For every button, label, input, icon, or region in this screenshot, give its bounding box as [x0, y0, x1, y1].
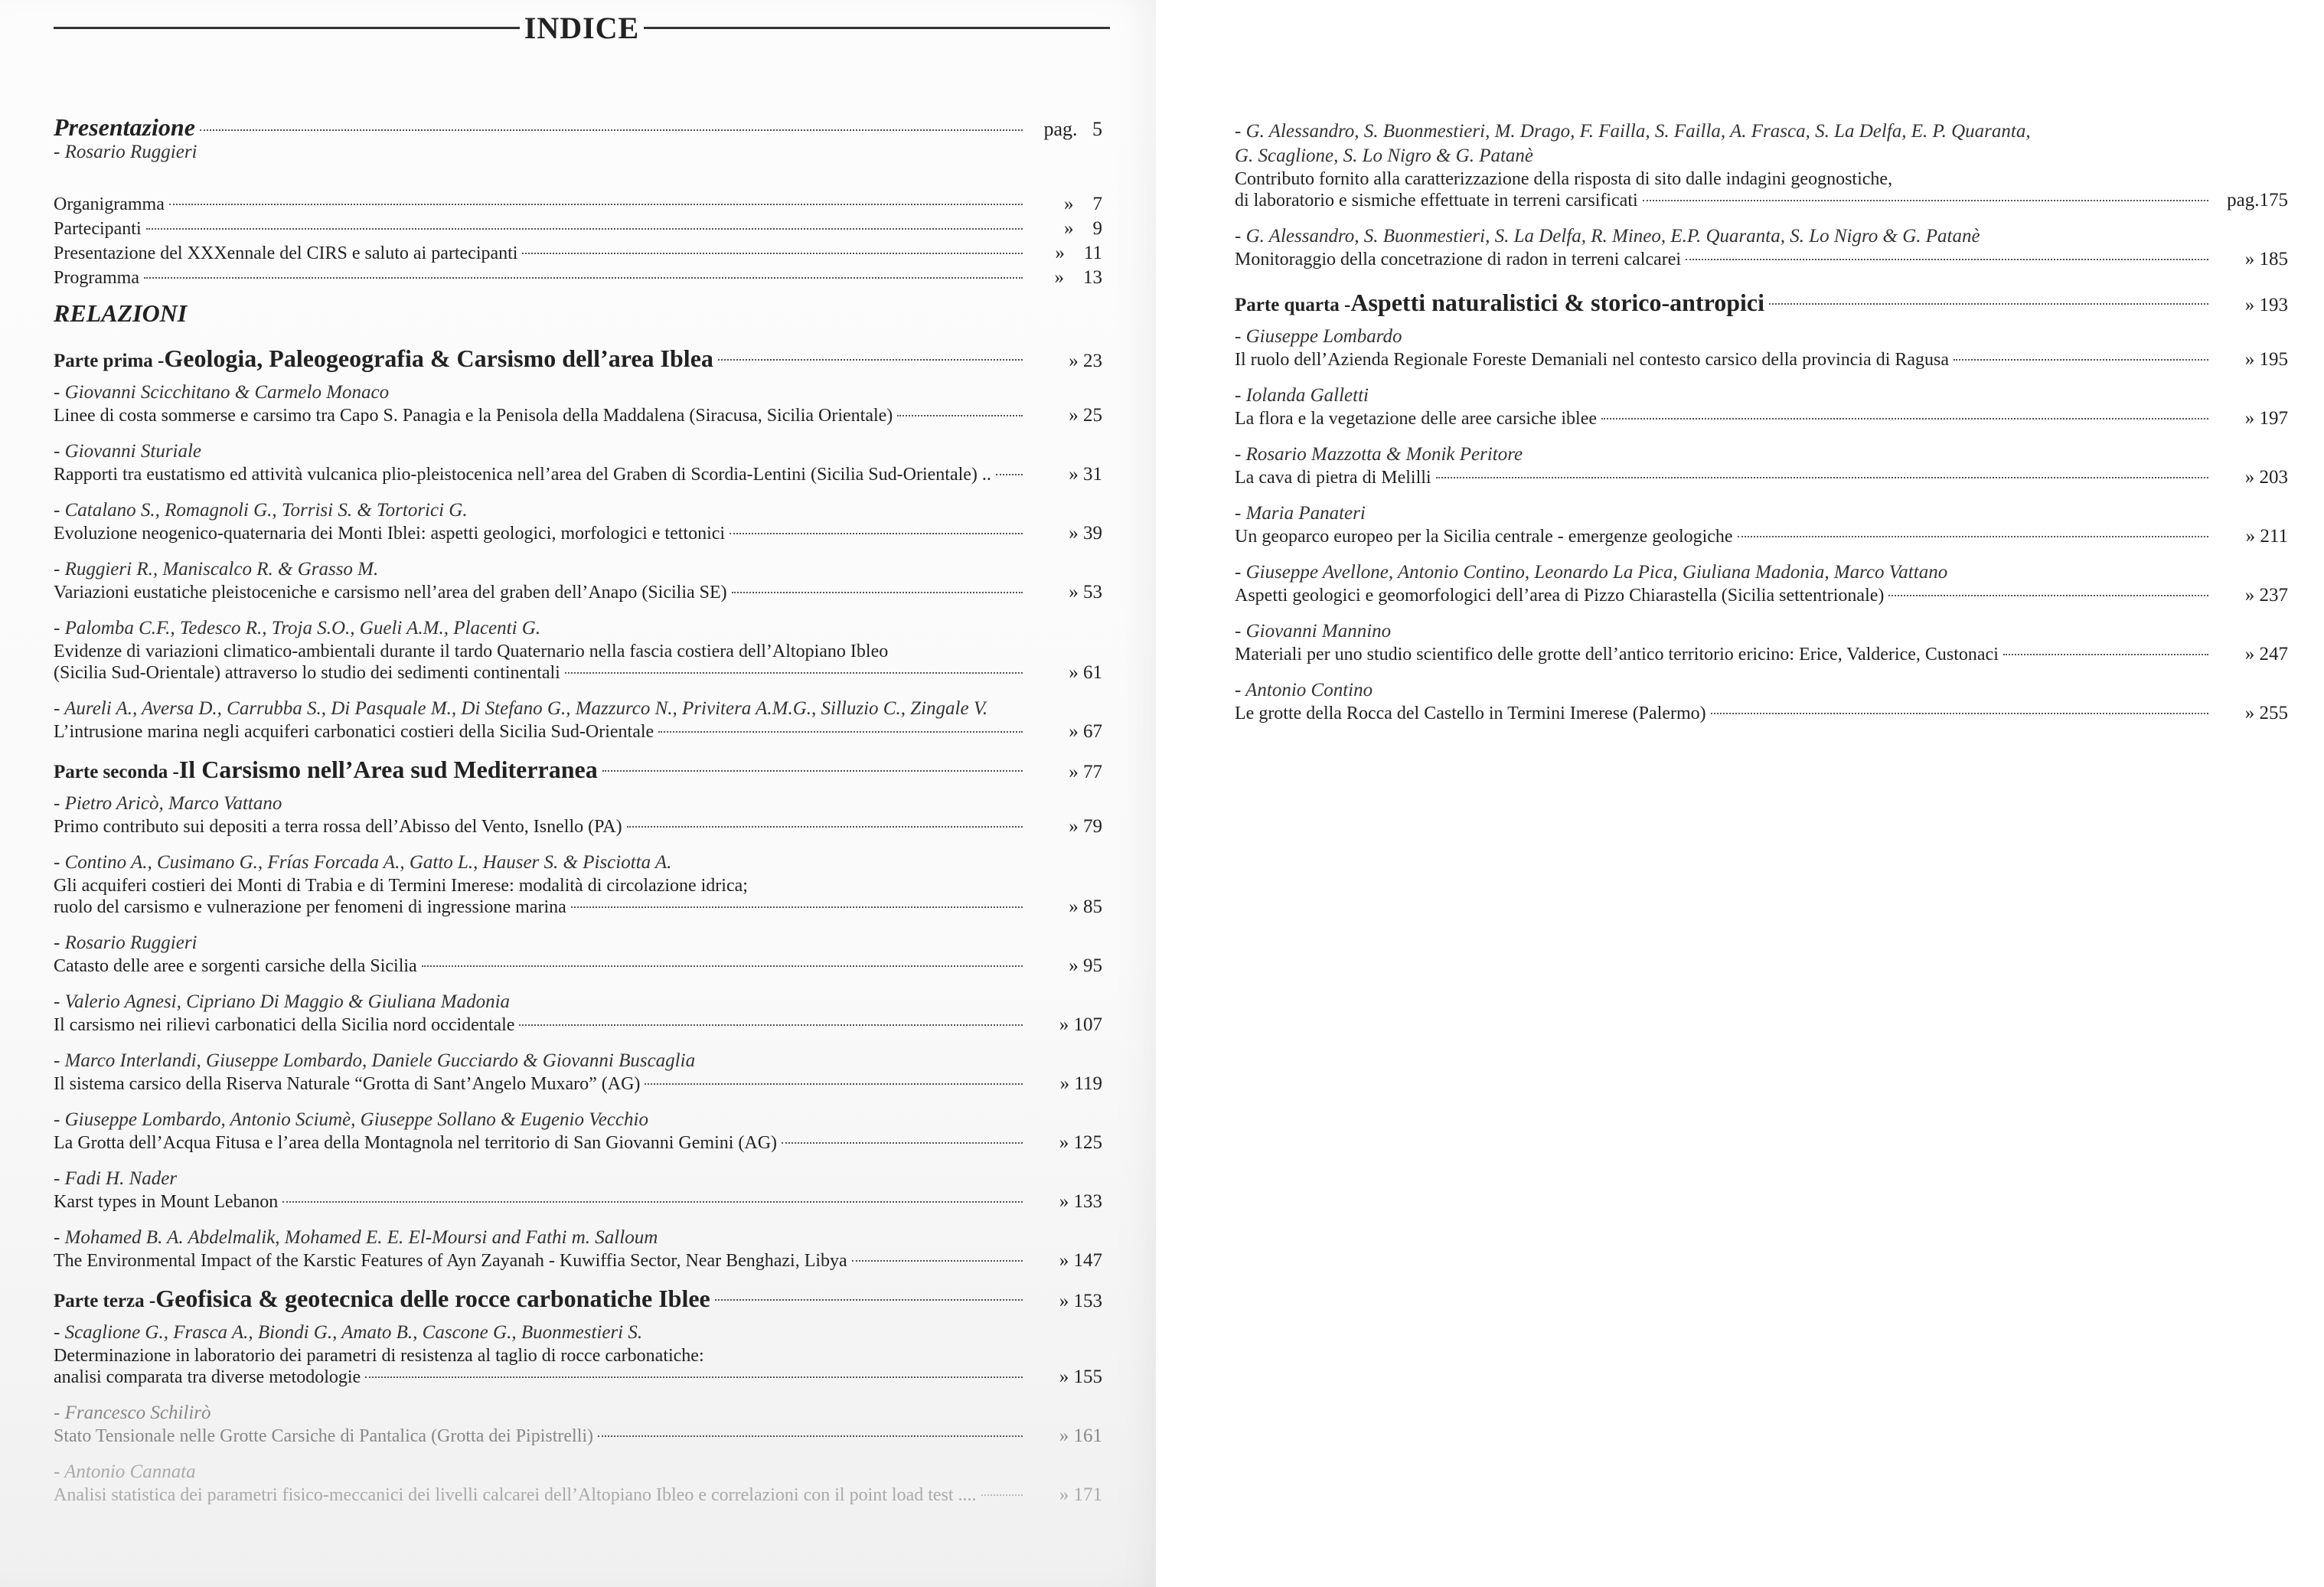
toc-line [1235, 249, 2288, 270]
entry-authors: - Iolanda Galletti [1235, 385, 1369, 406]
page-number: » 119 [1059, 1073, 1102, 1094]
page-number: » 203 [2244, 467, 2288, 488]
toc-line [54, 405, 1102, 426]
entry-title: Organigramma [54, 194, 165, 214]
toc-line [54, 523, 1102, 544]
front-matter-item[interactable] [54, 194, 1102, 215]
page-number: » 133 [1059, 1191, 1102, 1212]
page-number: » 39 [1069, 523, 1102, 544]
entry-title: ruolo del carsismo e vulnerazione per fenomeni di ingressione marina [54, 897, 566, 917]
page-number: » 153 [1059, 1291, 1102, 1311]
toc-entry[interactable] [54, 990, 1102, 1036]
page-number: » 25 [1069, 405, 1102, 426]
page-number: » 255 [2244, 703, 2288, 723]
page-number: » 197 [2244, 408, 2288, 429]
page-number: » 107 [1059, 1014, 1102, 1035]
entry-title: Partecipanti [54, 219, 142, 239]
entry-authors: - Ruggieri R., Maniscalco R. & Grasso M. [54, 559, 379, 580]
continued-entries [1235, 119, 2288, 270]
leader-dots [996, 474, 1023, 475]
toc-entry[interactable] [54, 931, 1102, 977]
front-matter-item[interactable] [54, 267, 1102, 289]
toc-line [54, 194, 1102, 215]
entry-title: Primo contributo sui depositi a terra rossa dell’Abisso del Vento, Isnello (PA) [54, 817, 622, 837]
toc-entry[interactable] [1235, 501, 2288, 547]
entry-title: Karst types in Mount Lebanon [54, 1192, 279, 1212]
toc-entry[interactable] [54, 792, 1102, 838]
leader-dots [144, 277, 1023, 279]
page-number: » 11 [1055, 243, 1102, 263]
entry-authors: - Giovanni Scicchitano & Carmelo Monaco [54, 382, 390, 403]
page-number: » 193 [2244, 295, 2288, 315]
entry-title: Le grotte della Rocca del Castello in Termini Imerese (Palermo) [1235, 704, 1706, 723]
toc-line [54, 1484, 1102, 1506]
page-number: » 211 [2245, 526, 2288, 547]
front-matter-item[interactable] [54, 218, 1102, 240]
leader-dots [1888, 595, 2208, 596]
presentazione-entry[interactable] [54, 113, 1102, 165]
entry-authors: - Giuseppe Avellone, Antonio Contino, Leonardo La Pica, Giuliana Madonia, Marco Vattano [1235, 562, 1948, 583]
toc-entry[interactable] [1235, 678, 2288, 724]
toc-entry[interactable] [1235, 384, 2288, 429]
toc-entry[interactable] [1235, 325, 2288, 371]
toc-entry[interactable] [54, 1401, 1102, 1447]
leader-dots [852, 1260, 1023, 1262]
leader-dots [981, 1494, 1023, 1496]
presentazione-author: - Rosario Ruggieri [54, 142, 197, 162]
toc-entry[interactable] [54, 1167, 1102, 1213]
toc-line [54, 1073, 1102, 1095]
page-number: » 247 [2244, 644, 2288, 665]
page-number: » 9 [1064, 218, 1102, 239]
leader-dots [565, 672, 1023, 674]
page-number: » 95 [1069, 955, 1102, 976]
page-number: » 85 [1069, 896, 1102, 917]
page-number: » 155 [1059, 1367, 1102, 1387]
entry-authors: - Francesco Schilirò [54, 1403, 211, 1423]
leader-dots [522, 253, 1023, 254]
part-heading[interactable] [54, 756, 1102, 784]
entry-title: La flora e la vegetazione delle aree carsiche iblee [1235, 409, 1598, 429]
toc-line [54, 896, 1102, 918]
front-matter-item[interactable] [54, 243, 1102, 264]
part-section [54, 1285, 1102, 1506]
part-heading[interactable] [54, 345, 1102, 373]
entry-authors: - Catalano S., Romagnoli G., Torrisi S. & Tortorici G. [54, 500, 468, 521]
toc-entry[interactable] [1235, 224, 2288, 270]
part-section [54, 345, 1102, 743]
toc-line [54, 1250, 1102, 1272]
entry-title: Rapporti tra eustatismo ed attività vulcanica plio-pleistocenica nell’area del Graben di Scordia-Lentini (Sicilia Sud-Orientale) .. [54, 465, 991, 485]
leader-dots [365, 1376, 1023, 1378]
entry-authors: - G. Alessandro, S. Buonmestieri, S. La Delfa, R. Mineo, E.P. Quaranta, S. Lo Nigro & G. Patanè [1235, 226, 1980, 247]
toc-entry[interactable] [1235, 560, 2288, 606]
entry-title: Materiali per uno studio scientifico delle grotte dell’antico territorio ericino: Erice, Valderice, Custonaci [1235, 645, 1999, 665]
leader-dots [715, 1299, 1023, 1301]
toc-line [1235, 585, 2288, 606]
toc-line [1235, 526, 2288, 547]
left-column [54, 113, 1102, 1519]
toc-entry[interactable] [1235, 442, 2288, 488]
toc-line [1235, 644, 2288, 665]
entry-authors: - Rosario Ruggieri [54, 932, 197, 953]
entry-title-line: Contributo fornito alla caratterizzazione della risposta di sito dalle indagini geognostiche, [1235, 169, 1893, 189]
part-label: Parte prima - [54, 351, 165, 371]
leader-dots [1601, 418, 2208, 420]
entry-authors: - Palomba C.F., Tedesco R., Troja S.O., Gueli A.M., Placenti G. [54, 618, 541, 638]
toc-line [54, 1132, 1102, 1154]
part-label: Parte quarta - [1235, 295, 1351, 315]
entry-title: La cava di pietra di Melilli [1235, 468, 1431, 488]
toc-entry[interactable] [54, 851, 1102, 918]
toc-entry[interactable] [54, 498, 1102, 544]
toc-line [54, 1014, 1102, 1036]
entry-title: Analisi statistica dei parametri fisico-meccanici dei livelli calcarei dell’Altopiano Ibleo e correlazioni con il point load test .... [54, 1485, 977, 1505]
entry-title: Presentazione del XXXennale del CIRS e saluto ai partecipanti [54, 243, 518, 263]
leader-dots [571, 906, 1023, 908]
index-title: INDICE [524, 10, 640, 45]
entry-title: Il carsismo nei rilievi carbonatici della Sicilia nord occidentale [54, 1015, 515, 1035]
page-number: » 79 [1069, 816, 1102, 837]
entry-authors: - Antonio Contino [1235, 680, 1373, 700]
toc-line [1235, 703, 2288, 724]
entry-title-line: Gli acquiferi costieri dei Monti di Trabia e di Termini Imerese: modalità di circolazione idrica; [54, 876, 748, 896]
entry-title: Stato Tensionale nelle Grotte Carsiche di Pantalica (Grotta dei Pipistrelli) [54, 1426, 594, 1446]
toc-line [54, 267, 1102, 289]
toc-line [54, 218, 1102, 240]
toc-line [1235, 408, 2288, 429]
entry-authors: - Aureli A., Aversa D., Carrubba S., Di Pasquale M., Di Stefano G., Mazzurco N., Privitera A.M.G., Silluzio C., Zingale V. [54, 698, 988, 719]
toc-entry[interactable] [1235, 119, 2288, 211]
toc-line [54, 582, 1102, 603]
entry-title: Variazioni eustatiche pleistoceniche e carsismo nell’area del graben dell’Anapo (Sicilia SE) [54, 583, 727, 602]
page-number: » 195 [2244, 349, 2288, 370]
header-rule-left [54, 27, 520, 29]
toc-entry[interactable] [54, 439, 1102, 485]
entry-title: Catasto delle aree e sorgenti carsiche della Sicilia [54, 956, 417, 976]
page-number: » 147 [1059, 1250, 1102, 1271]
leader-dots [602, 770, 1023, 772]
relazioni-heading: RELAZIONI [54, 299, 188, 327]
entry-authors: - Antonio Cannata [54, 1461, 196, 1482]
entry-authors: - Valerio Agnesi, Cipriano Di Maggio & Giuliana Madonia [54, 991, 511, 1012]
presentazione-title: Presentazione [54, 113, 195, 141]
part-section [54, 756, 1102, 1272]
toc-entry[interactable] [54, 697, 1102, 743]
entry-authors: - Giovanni Sturiale [54, 441, 202, 462]
toc-line [54, 955, 1102, 977]
leader-dots [782, 1142, 1023, 1144]
leader-dots [169, 204, 1023, 205]
leader-dots [2003, 654, 2208, 655]
page-number: pag. 5 [1043, 118, 1102, 140]
page-number: » 7 [1064, 194, 1102, 214]
toc-line [54, 464, 1102, 485]
right-column [1235, 119, 2288, 737]
entry-title-line: Determinazione in laboratorio dei parametri di resistenza al taglio di rocce carbonatiche: [54, 1346, 704, 1366]
entry-authors: - Mohamed B. A. Abdelmalik, Mohamed E. E. El-Moursi and Fathi m. Salloum [54, 1227, 658, 1248]
part-four [1235, 289, 2288, 724]
parts-list [54, 345, 1102, 1506]
leader-dots [645, 1083, 1023, 1085]
leader-dots [598, 1435, 1023, 1437]
entry-title-line: Evidenze di variazioni climatico-ambientali durante il tardo Quaternario nella fascia costiera dell’Altopiano Ibleo [54, 642, 889, 661]
entry-title: Evoluzione neogenico-quaternaria dei Monti Iblei: aspetti geologici, morfologici e tettonici [54, 524, 726, 544]
page-number: » 31 [1069, 464, 1102, 485]
page-number: » 23 [1069, 351, 1102, 371]
leader-dots [730, 533, 1023, 534]
page-number: » 67 [1069, 721, 1102, 742]
part-title: Geofisica & geotecnica delle rocce carbonatiche Iblee [155, 1285, 710, 1312]
toc-line [54, 721, 1102, 743]
page-number: » 13 [1054, 267, 1102, 288]
toc-entry[interactable] [54, 557, 1102, 603]
part-title: Aspetti naturalistici & storico-antropici [1350, 289, 1765, 316]
page-number: pag.175 [2227, 190, 2288, 211]
entry-authors: - Contino A., Cusimano G., Frías Forcada A., Gatto L., Hauser S. & Pisciotta A. [54, 852, 672, 873]
entry-authors: - Giuseppe Lombardo, Antonio Sciumè, Giuseppe Sollano & Eugenio Vecchio [54, 1109, 648, 1130]
entry-title: analisi comparata tra diverse metodologie [54, 1367, 361, 1387]
leader-dots [1954, 359, 2208, 361]
page-number: » 161 [1059, 1425, 1102, 1446]
part-heading[interactable] [54, 1285, 1102, 1313]
entry-title: La Grotta dell’Acqua Fitusa e l’area della Montagnola nel territorio di San Giovanni Gemini (AG) [54, 1133, 778, 1153]
entry-title: Il sistema carsico della Riserva Naturale “Grotta di Sant’Angelo Muxaro” (AG) [54, 1074, 641, 1094]
page-number: » 185 [2244, 249, 2288, 269]
toc-line [54, 243, 1102, 264]
entry-authors: - Fadi H. Nader [54, 1168, 178, 1189]
leader-dots [200, 129, 1023, 131]
page-number: » 237 [2244, 585, 2288, 606]
toc-entry[interactable] [1235, 619, 2288, 665]
toc-entry[interactable] [54, 1460, 1102, 1506]
leader-dots [627, 826, 1023, 828]
part-label: Parte terza - [54, 1291, 156, 1311]
entry-authors: - Giuseppe Lombardo [1235, 326, 1402, 347]
leader-dots [422, 965, 1023, 967]
page-number: » 171 [1059, 1484, 1102, 1505]
toc-line [54, 1191, 1102, 1213]
page-number: » 53 [1069, 582, 1102, 602]
toc-line [1235, 467, 2288, 488]
entry-title: Monitoraggio della concetrazione di radon in terreni calcarei [1235, 250, 1682, 269]
leader-dots [1436, 477, 2208, 478]
toc-entry[interactable] [54, 616, 1102, 684]
entry-authors: - Scaglione G., Frasca A., Biondi G., Amato B., Cascone G., Buonmestieri S. [54, 1322, 643, 1343]
toc-entry[interactable] [54, 380, 1102, 426]
front-matter-list [54, 194, 1102, 289]
entry-title: Un geoparco europeo per la Sicilia centrale - emergenze geologiche [1235, 527, 1733, 547]
toc-entry[interactable] [54, 1049, 1102, 1095]
leader-dots [1738, 536, 2208, 537]
leader-dots [897, 415, 1023, 416]
part-title: Il Carsismo nell’Area sud Mediterranea [178, 756, 598, 783]
toc-line [54, 662, 1102, 684]
leader-dots [519, 1024, 1023, 1026]
toc-entry[interactable] [54, 1321, 1102, 1388]
entry-title: Il ruolo dell’Azienda Regionale Foreste Demaniali nel contesto carsico della provincia di Ragusa [1235, 350, 1950, 370]
leader-dots [1769, 303, 2208, 305]
index-header [54, 11, 1110, 44]
page-number: » 125 [1059, 1132, 1102, 1153]
entry-authors: - Rosario Mazzotta & Monik Peritore [1235, 444, 1523, 465]
leader-dots [282, 1201, 1023, 1203]
leader-dots [658, 731, 1023, 733]
part-label: Parte seconda - [54, 762, 179, 782]
entry-authors: G. Scaglione, S. Lo Nigro & G. Patanè [1235, 145, 1534, 166]
entry-authors: - G. Alessandro, S. Buonmestieri, M. Drago, F. Failla, S. Failla, A. Frasca, S. La Delfa, E. P. Quaranta, [1235, 121, 2031, 142]
leader-dots [1711, 713, 2208, 714]
entry-title: Programma [54, 268, 139, 288]
entry-authors: - Giovanni Mannino [1235, 621, 1392, 642]
leader-dots [1686, 259, 2208, 260]
leader-dots [718, 359, 1023, 361]
entry-title: The Environmental Impact of the Karstic Features of Ayn Zayanah - Kuwiffia Sector, Near Benghazi, Libya [54, 1251, 847, 1271]
toc-line [1235, 190, 2288, 211]
entry-authors: - Pietro Aricò, Marco Vattano [54, 793, 282, 814]
leader-dots [146, 228, 1023, 230]
toc-line [1235, 349, 2288, 371]
entry-title: Aspetti geologici e geomorfologici dell’area di Pizzo Chiarastella (Sicilia settentrionale) [1235, 586, 1885, 606]
toc-line [54, 1425, 1102, 1447]
entry-title: L’intrusione marina negli acquiferi carbonatici costieri della Sicilia Sud-Orientale [54, 722, 654, 742]
leader-dots [732, 592, 1023, 593]
entry-title: Linee di costa sommerse e carsimo tra Capo S. Panagia e la Penisola della Maddalena (Siracusa, Sicilia Orientale) [54, 406, 893, 426]
part-title: Geologia, Paleogeografia & Carsismo dell’area Iblea [164, 345, 713, 372]
page-number: » 77 [1069, 762, 1102, 782]
entry-authors: - Maria Panateri [1235, 503, 1366, 524]
leader-dots [1643, 200, 2208, 201]
toc-line [54, 816, 1102, 838]
toc-entry[interactable] [54, 1108, 1102, 1154]
entry-title: (Sicilia Sud-Orientale) attraverso lo studio dei sedimenti continentali [54, 663, 560, 683]
part-heading[interactable] [1235, 289, 2288, 317]
header-rule-right [644, 27, 1110, 29]
toc-entry[interactable] [54, 1226, 1102, 1272]
entry-title: di laboratorio e sismiche effettuate in terreni carsificati [1235, 191, 1638, 211]
entry-authors: - Marco Interlandi, Giuseppe Lombardo, Daniele Gucciardo & Giovanni Buscaglia [54, 1050, 696, 1071]
toc-line [54, 1367, 1102, 1388]
page-number: » 61 [1069, 662, 1102, 683]
